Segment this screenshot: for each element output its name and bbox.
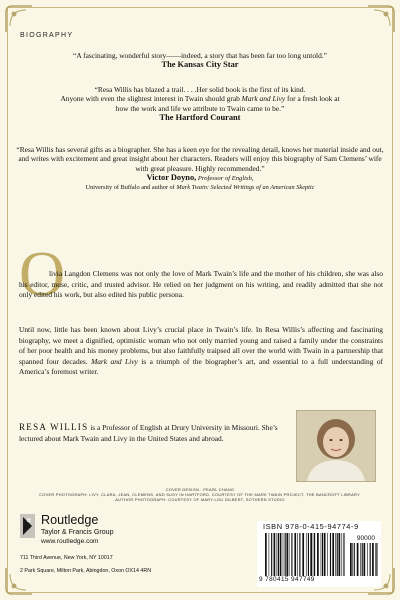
cover-credits: COVER DESIGN : PEARL CHANG COVER PHOTOGRAPH: LIVY, CLARA, JEAN, CLEMENS, AND SUSY IN HARTFORD. COURTESY OF THE MARK TWAIN PROJECT, THE BANCROFT LIBRARY. AUTHOR PHOTOGRAPH: COURTESY OF MARY-LOU GILBERT, SOTHERN STUDIO — [39, 487, 361, 503]
book-title: Mark and Livy — [241, 94, 286, 104]
publisher-url: www.routledge.com — [41, 538, 99, 545]
author-bio-text: is a Professor of English at Drury University in Missouri. She’s lectured about Mark Twain and Livy in the United States and abroad. — [19, 423, 278, 443]
isbn-barcode — [257, 521, 381, 587]
quote-source: The Hartford Courant — [159, 112, 241, 122]
quote-line: “Resa Willis has blazed a trail. . . .Her solid book is the first of its kind. — [94, 85, 306, 94]
review-quote-1 — [14, 51, 386, 70]
ean-digits: 9 780415 947749 — [259, 576, 315, 583]
corner-ornament-icon — [366, 4, 396, 34]
quote-text: “A fascinating, wonderful story——indeed, a story that has been far too long untold.” — [73, 51, 327, 60]
review-quote-2 — [14, 85, 386, 122]
quote-source: The Kansas City Star — [161, 60, 239, 70]
corner-ornament-icon — [4, 4, 34, 34]
review-quote-3 — [14, 145, 386, 192]
routledge-logo-icon: R — [20, 514, 35, 538]
quote-source-name: Victor Doyno, — [146, 172, 197, 182]
quote-text: “Resa Willis has several gifts as a biographer. She has a keen eye for the revealing detail, knows her material inside and out, and writes with excitement and great insight about her characters. Readers will enjoy this biography of Sam Clemens’ wife with great pleasure. Highly recommended.” — [16, 145, 384, 173]
publisher-group: Taylor & Francis Group — [41, 528, 114, 536]
drop-cap: O — [19, 238, 66, 309]
author-name: RESA WILLIS — [19, 422, 89, 432]
description-paragraph-2: Until now, little has been known about Livy’s crucial place in Twain’s life. In Resa Willis’s affecting and fascinating biography, we meet a dignified, optimistic woman who not only married young and raised a family under the constraints of her poor health and his money problems, but also faithfully traipsed all over the world with Twain in a partnership that spanned four decades. Mark and Livy is a triumph of the biographer’s art, and essential to a full understanding of America’s foremost writer. — [19, 325, 383, 377]
price-code: 90000 — [356, 535, 375, 542]
publisher-address-uk: 2 Park Square, Milton Park, Abingdon, Oxon OX14 4RN — [20, 568, 152, 574]
author-bio — [19, 422, 281, 444]
isbn-number: ISBN 978-0-415-94774-9 — [263, 522, 359, 531]
quote-source-role: Professor of English, — [196, 174, 254, 182]
author-photo — [296, 410, 376, 482]
book-title: Mark Twain: Selected Writings of an American Skeptic — [176, 184, 315, 192]
quote-line: Anyone with even the slightest interest in Twain should grab — [60, 94, 242, 104]
quote-source-affiliation: University of Buffalo and author of Mark Twain: Selected Writings of an American Skeptic — [85, 184, 315, 192]
publisher-address-us: 711 Third Avenue, New York, NY 10017 — [20, 555, 113, 561]
book-title: Mark and Livy — [91, 356, 138, 366]
publisher-name: Routledge — [41, 513, 99, 527]
description-paragraph-1: livia Langdon Clemens was not only the love of Mark Twain’s life and the mother of his children, she was also his editor, muse, critic, and trusted advisor. He relied on her judgment on his writing, and readily admitted that she not only edited his work, but also edited his public persona. — [19, 269, 383, 300]
category-label: BIOGRAPHY — [20, 32, 74, 39]
quote-line: for a fresh look at — [285, 94, 340, 104]
quote-line: how the work and life we attribute to Twain came to be.” — [115, 103, 285, 113]
